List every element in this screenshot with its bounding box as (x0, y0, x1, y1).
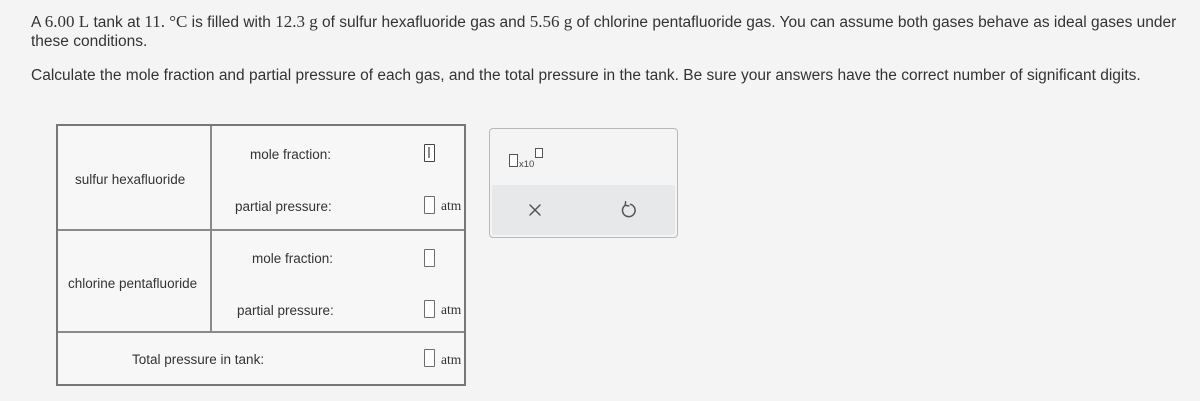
mass-chlorine-pentafluoride: 5.56 g (529, 12, 573, 31)
undo-icon (615, 196, 643, 224)
row-divider (58, 229, 464, 231)
gas-name-chlorine-pentafluoride: chlorine pentafluoride (68, 276, 198, 291)
chlorine-pentafluoride-mole-fraction-input[interactable] (424, 249, 435, 267)
x10-label: x10 (519, 159, 535, 170)
scientific-notation-button[interactable] (509, 148, 549, 170)
total-pressure-label: Total pressure in tank: (132, 352, 265, 367)
undo-button[interactable] (615, 196, 643, 224)
problem-paragraph-2: Calculate the mole fraction and partial pressure of each gas, and the total pressure in the tank. Be sure your answers have the correct number of significant digits. (31, 67, 1141, 84)
answer-table (56, 124, 466, 386)
column-divider (210, 126, 212, 331)
toolbar-actions (492, 185, 675, 235)
atm-unit: atm (441, 302, 462, 317)
math-toolbar (489, 128, 678, 238)
total-pressure-input[interactable] (424, 349, 435, 367)
sulfur-hexafluoride-partial-pressure-input[interactable] (424, 196, 435, 214)
chlorine-pentafluoride-partial-pressure-input[interactable] (424, 300, 435, 318)
atm-unit: atm (441, 198, 462, 213)
sulfur-hexafluoride-mole-fraction-input[interactable] (424, 144, 435, 162)
mole-fraction-label: mole fraction: (252, 251, 334, 266)
partial-pressure-label: partial pressure: (237, 303, 334, 318)
mass-sulfur-hexafluoride: 12.3 g (275, 12, 318, 31)
problem-paragraph-1: A 6.00 L tank at 11. °C is filled with 12.3 g of sulfur hexafluoride gas and 5.56 g of chlorine pentafluoride gas. You can assume both gases behave as ideal gases under these conditions. (31, 12, 1177, 50)
partial-pressure-label: partial pressure: (235, 199, 332, 214)
mole-fraction-label: mole fraction: (250, 147, 332, 162)
atm-unit: atm (441, 352, 462, 367)
exponent-box-icon (535, 148, 543, 158)
scientific-notation-icon (509, 154, 518, 167)
gas-name-sulfur-hexafluoride: sulfur hexafluoride (75, 172, 186, 187)
row-divider (58, 331, 464, 333)
clear-button[interactable] (522, 196, 550, 224)
tank-temperature: 11. °C (144, 12, 188, 31)
tank-volume: 6.00 L (44, 12, 90, 31)
close-icon (522, 196, 550, 224)
problem-statement (31, 12, 1181, 85)
